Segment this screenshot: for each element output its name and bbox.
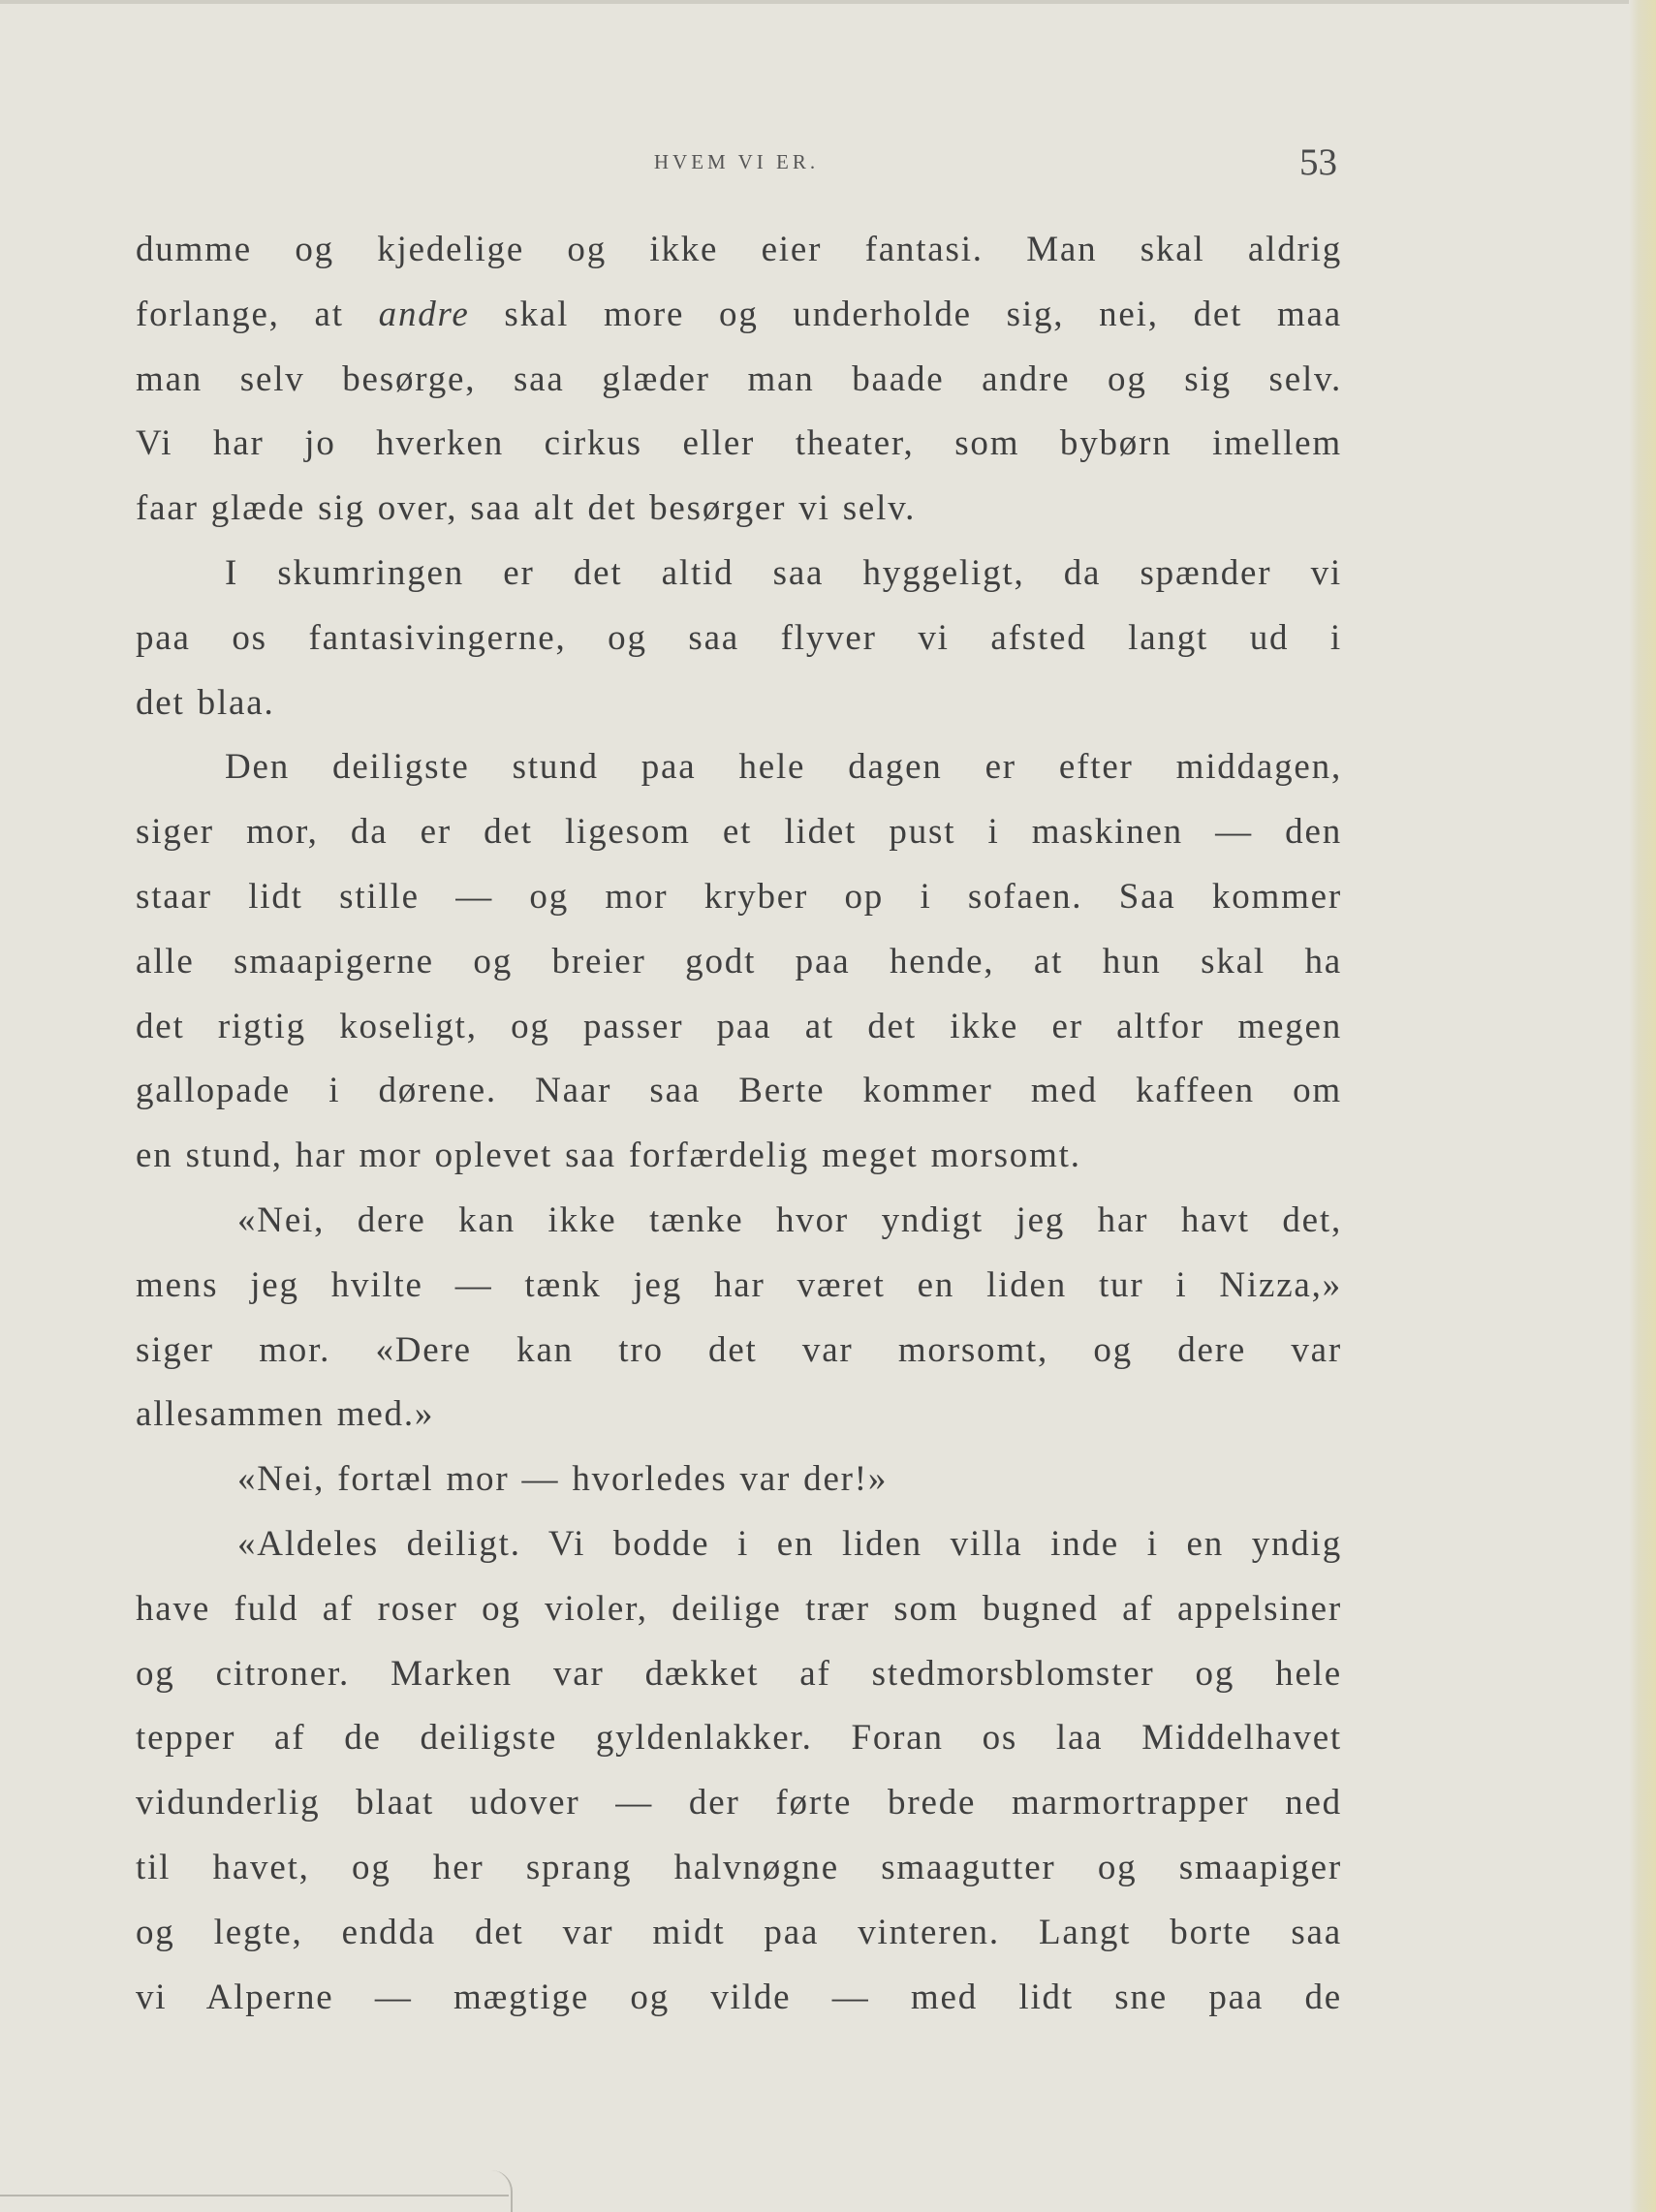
scan-edge-curl <box>489 2170 513 2212</box>
body-text <box>136 218 1342 2030</box>
text-line: en stund, har mor oplevet saa forfærdelig meget morsomt. <box>136 1136 1081 1176</box>
text-line: «Aldeles deiligt. Vi bodde i en liden villa inde i en yndig <box>237 1523 1342 1564</box>
text-line: og citroner. Marken var dækket af stedmorsblomster og hele <box>136 1653 1342 1694</box>
text-fragment: skal more og underholde sig, nei, det maa <box>504 294 1342 334</box>
text-line: faar glæde sig over, saa alt det besørger vi selv. <box>136 488 917 529</box>
text-line: paa os fantasivingerne, og saa flyver vi afsted langt ud i <box>136 617 1342 658</box>
text-fragment: forlange, at <box>136 294 344 334</box>
text-line: vidunderlig blaat udover — der førte brede marmortrapper ned <box>136 1783 1342 1823</box>
text-line: og legte, endda det var midt paa vinteren. Langt borte saa <box>136 1912 1342 1952</box>
text-line: man selv besørge, saa glæder man baade andre og sig selv. <box>136 358 1342 399</box>
page-fore-edge <box>1629 0 1656 2212</box>
text-line: tepper af de deiligste gyldenlakker. Foran os laa Middelhavet <box>136 1718 1342 1759</box>
text-line <box>136 283 1342 348</box>
text-line: «Nei, fortæl mor — hvorledes var der!» <box>237 1459 889 1500</box>
text-line: dumme og kjedelige og ikke eier fantasi. Man skal aldrig <box>136 230 1342 269</box>
page-header <box>136 140 1337 189</box>
text-line: til havet, og her sprang halvnøgne smaagutter og smaapiger <box>136 1847 1342 1887</box>
text-line: vi Alperne — mægtige og vilde — med lidt sne paa de <box>136 1977 1342 2017</box>
text-line: mens jeg hvilte — tænk jeg har været en liden tur i Nizza,» <box>136 1264 1342 1305</box>
page-top-edge <box>0 0 1656 4</box>
text-line: siger mor. «Dere kan tro det var morsomt, og dere var <box>136 1329 1342 1370</box>
text-line: gallopade i dørene. Naar saa Berte kommer med kaffeen om <box>136 1071 1342 1111</box>
text-line: det rigtig koseligt, og passer paa at det ikke er altfor megen <box>136 1006 1342 1046</box>
text-line: Den deiligste stund paa hele dagen er efter middagen, <box>225 747 1342 788</box>
text-line: Vi har jo hverken cirkus eller theater, som bybørn imellem <box>136 423 1342 464</box>
running-head: HVEM VI ER. <box>653 150 820 173</box>
text-line: siger mor, da er det ligesom et lidet pust i maskinen — den <box>136 812 1342 853</box>
text-line: allesammen med.» <box>136 1394 435 1435</box>
text-line: I skumringen er det altid saa hyggeligt, da spænder vi <box>225 552 1342 593</box>
text-line: alle smaapigerne og breier godt paa hende, at hun skal ha <box>136 941 1342 981</box>
scan-edge-line <box>0 2195 509 2196</box>
text-line: staar lidt stille — og mor kryber op i sofaen. Saa kommer <box>136 876 1342 917</box>
text-line: «Nei, dere kan ikke tænke hvor yndigt jeg har havt det, <box>237 1199 1342 1240</box>
text-line: have fuld af roser og violer, deilige trær som bugned af appelsiner <box>136 1588 1342 1629</box>
emphasized-word: andre <box>378 294 470 334</box>
text-line: det blaa. <box>136 682 275 723</box>
page-number: 53 <box>1299 141 1337 183</box>
